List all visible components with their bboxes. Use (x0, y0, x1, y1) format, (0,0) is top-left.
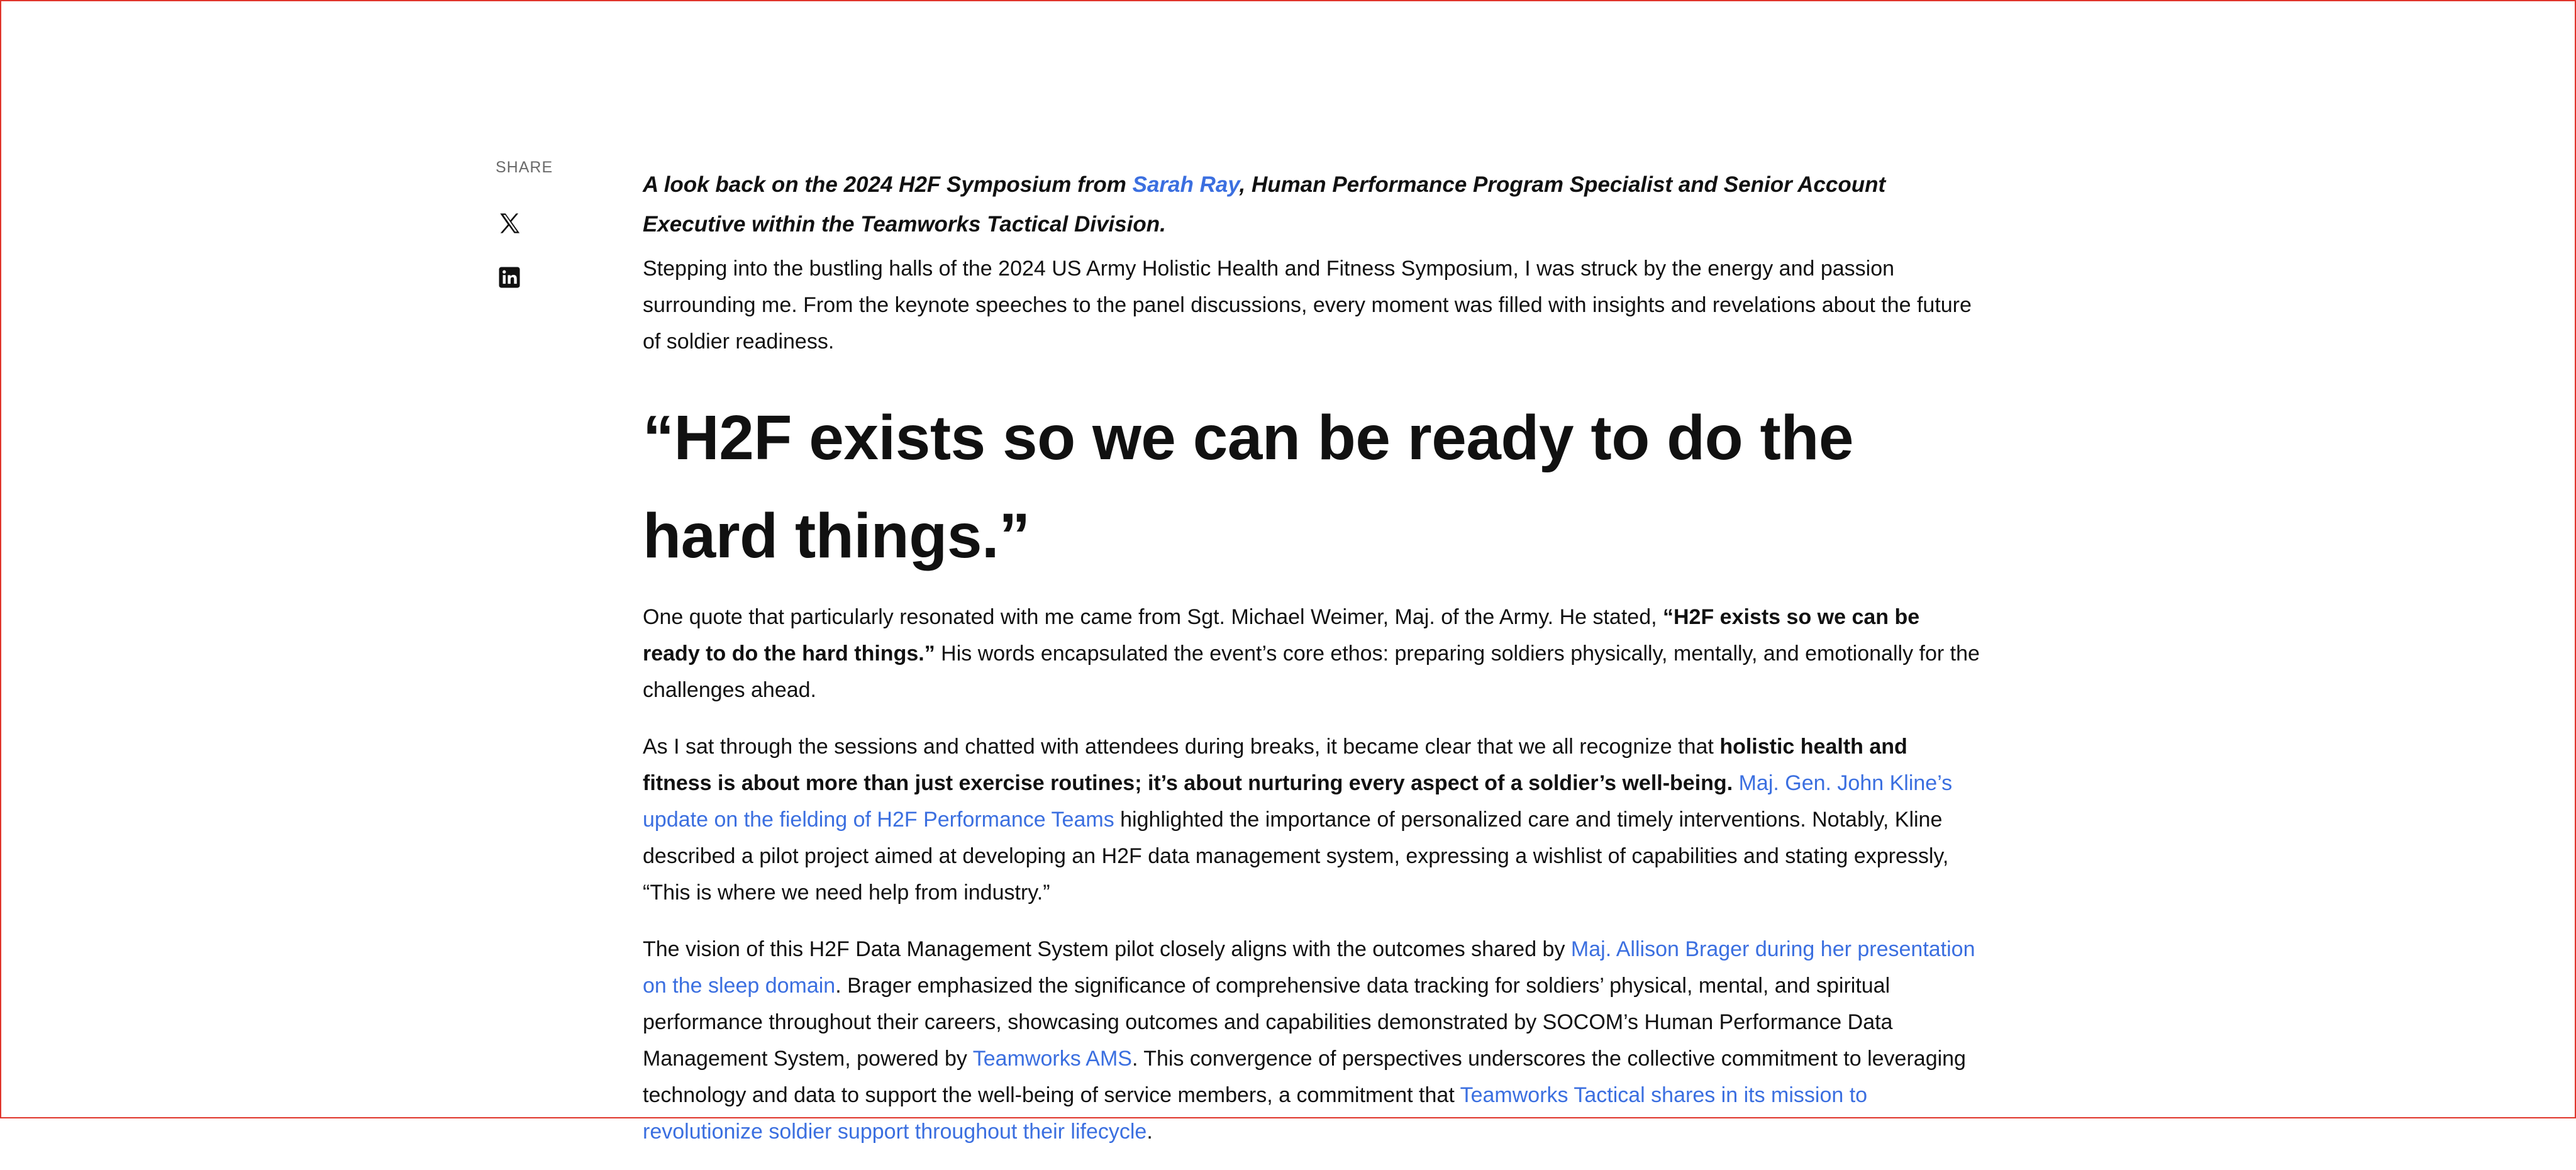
share-x-button[interactable] (496, 209, 523, 237)
paragraph-4 (643, 931, 1981, 1150)
teamworks-ams-link[interactable]: Teamworks AMS (972, 1047, 1132, 1071)
article-body (643, 165, 1981, 1170)
share-sidebar (496, 159, 571, 318)
p4-text-post: . (1146, 1120, 1153, 1144)
paragraph-3 (643, 728, 1981, 911)
intro-text-pre: A look back on the 2024 H2F Symposium from (643, 172, 1133, 197)
paragraph-2 (643, 599, 1981, 708)
share-label: SHARE (496, 159, 553, 176)
brager-presentation-link[interactable]: Maj. Allison Brager during her presentation on the sleep domain (643, 937, 1975, 998)
teamworks-tactical-mission-link[interactable]: Teamworks Tactical shares in its mission to revolutionize soldier support throughout their lifecycle (643, 1083, 1868, 1144)
linkedin-icon (496, 264, 523, 291)
x-logo-icon (496, 209, 523, 237)
intro-text-post: , Human Performance Program Specialist and Senior Account Executive within the Teamworks Tactical Division. (643, 172, 1886, 237)
p4-text-mid1: . Brager emphasized the significance of comprehensive data tracking for soldiers’ physical, mental, and spiritual performance throughout their careers, showcasing outcomes and capabilities demonstrated by SOCOM’s Human Performance Data Management System, powered by (643, 974, 1893, 1071)
p3-text-pre: As I sat through the sessions and chatted with attendees during breaks, it became clear that we all recognize that (643, 735, 1720, 759)
p2-text-post: His words encapsulated the event’s core ethos: preparing soldiers physically, mentally, and emotionally for the challenges ahead. (643, 642, 1980, 702)
p3-bold: holistic health and fitness is about more than just exercise routines; it’s about nurturing every aspect of a soldier’s well-being. (643, 735, 1907, 795)
p3-text-post: highlighted the importance of personalized care and timely interventions. Notably, Kline described a pilot project aimed at developing an H2F data management system, expressing a wishlist of capabilities and stating expressly, “This is where we need help from industry.” (643, 808, 1949, 905)
p4-text-pre: The vision of this H2F Data Management System pilot closely aligns with the outcomes shared by (643, 937, 1571, 961)
kline-update-link[interactable]: Maj. Gen. John Kline’s update on the fielding of H2F Performance Teams (643, 771, 1953, 832)
author-link[interactable]: Sarah Ray (1132, 172, 1240, 197)
share-linkedin-button[interactable] (496, 264, 523, 291)
article-intro (643, 165, 1981, 244)
p3-space (1733, 771, 1738, 795)
p4-text-mid2: . This convergence of perspectives underscores the collective commitment to leveraging technology and data to support the well-being of service members, a commitment that (643, 1047, 1966, 1107)
p2-text-pre: One quote that particularly resonated with me came from Sgt. Michael Weimer, Maj. of the Army. He stated, (643, 605, 1663, 629)
paragraph-1: Stepping into the bustling halls of the 2024 US Army Holistic Health and Fitness Symposium, I was struck by the energy and passion surrounding me. From the keynote speeches to the panel discussions, every moment was filled with insights and revelations about the future of soldier readiness. (643, 257, 1972, 354)
p2-quote-bold: “H2F exists so we can be ready to do the hard things.” (643, 605, 1920, 666)
pull-quote-heading: “H2F exists so we can be ready to do the hard things.” (643, 403, 1854, 571)
